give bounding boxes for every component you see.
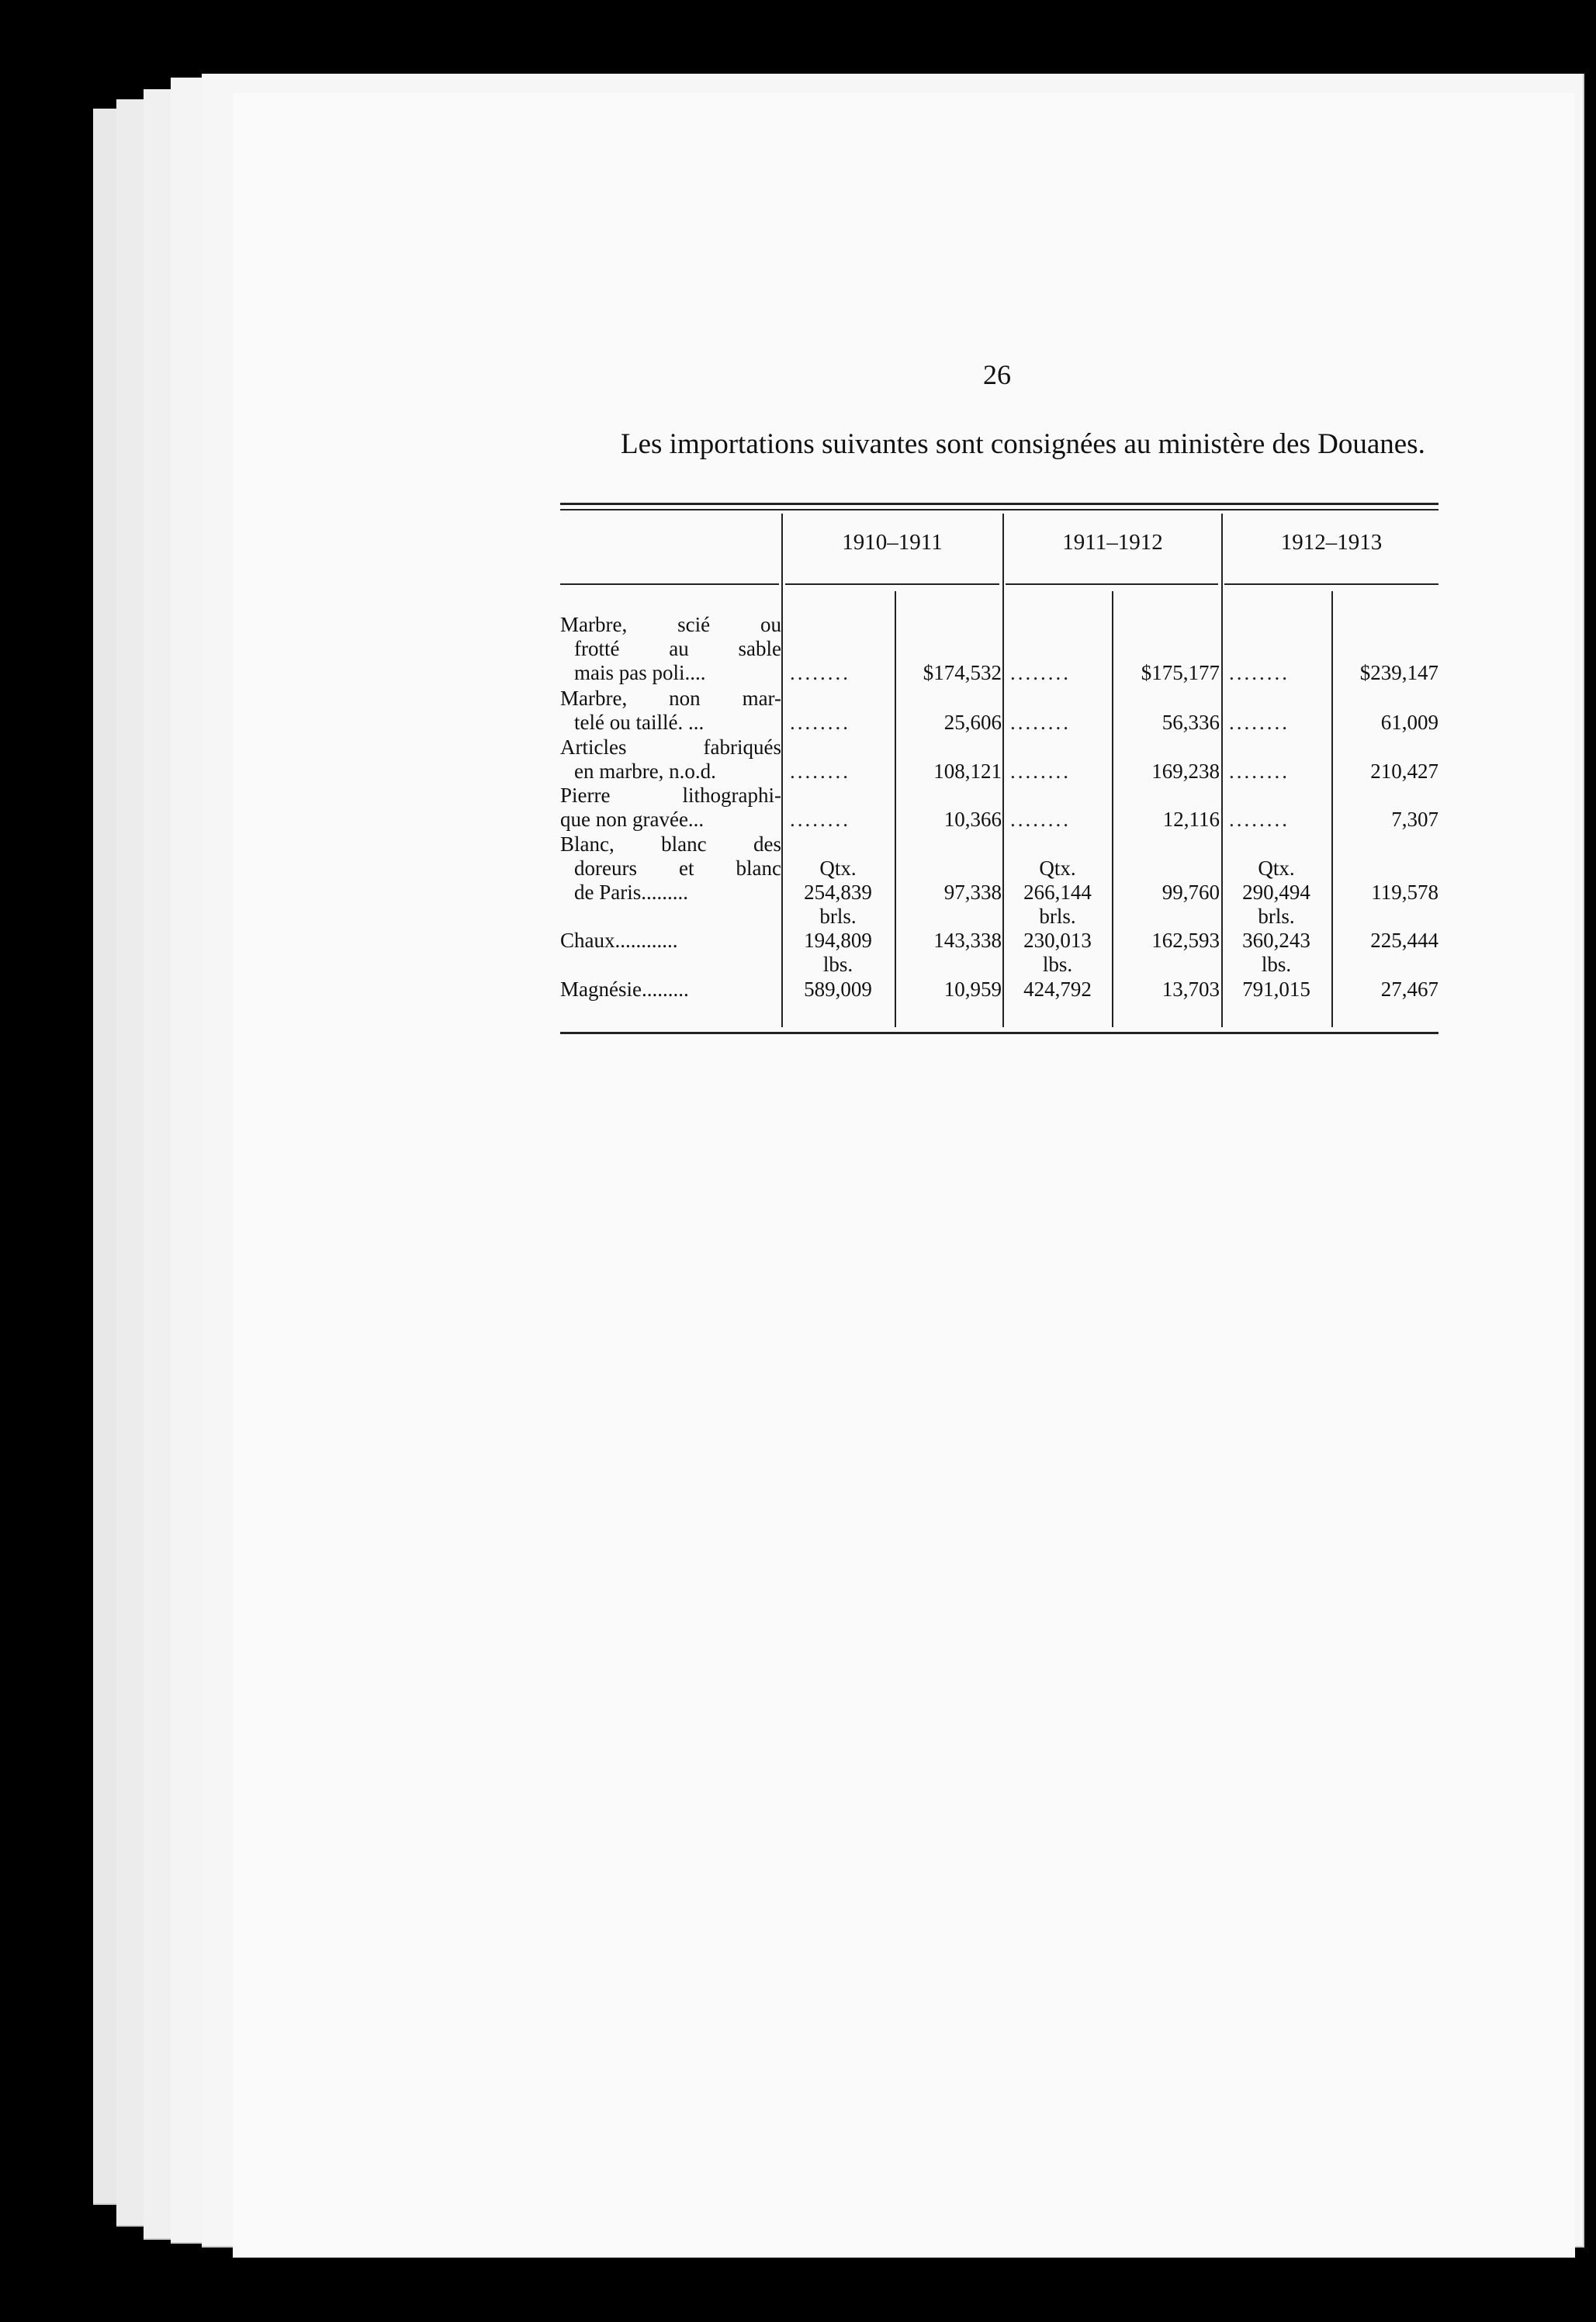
table-cell: ........: [1229, 808, 1290, 831]
row-label: [560, 687, 781, 735]
row-label-line: Marbre, scié ou: [560, 613, 781, 636]
row-label-line: Marbre, non mar-: [560, 687, 781, 710]
table-cell: 12,116: [1162, 808, 1220, 831]
row-label-line: doreurs et blanc: [574, 856, 781, 880]
column-divider: [895, 591, 896, 1027]
unit-label: brls.: [819, 905, 857, 928]
table-cell: 61,009: [1380, 711, 1438, 734]
table-cell: 13,703: [1162, 978, 1220, 1001]
row-label-line: Magnésie.........: [560, 978, 689, 1001]
table-bottom-rule: [560, 1032, 1438, 1034]
year-header: 1911–1912: [1062, 530, 1163, 555]
page-number: 26: [983, 359, 1011, 390]
table-cell: ........: [1010, 661, 1071, 684]
row-label-line: que non gravée...: [560, 808, 705, 831]
unit-label: lbs.: [1261, 953, 1292, 976]
table-cell: ........: [1229, 760, 1290, 783]
table-cell: 266,144: [1023, 881, 1092, 904]
unit-label: brls.: [1039, 905, 1076, 928]
table-cell: 424,792: [1023, 978, 1092, 1001]
table-cell: 194,809: [804, 929, 872, 952]
table-cell: 589,009: [804, 978, 872, 1001]
table-cell: 10,366: [943, 808, 1002, 831]
table-cell: 99,760: [1162, 881, 1220, 904]
table-cell: 791,015: [1242, 978, 1310, 1001]
row-label: [560, 929, 781, 953]
table-cell: $239,147: [1359, 661, 1438, 684]
table-cell: 97,338: [943, 881, 1002, 904]
table-cell: ........: [1010, 808, 1071, 831]
table-cell: 230,013: [1023, 929, 1092, 952]
year-header: 1912–1913: [1280, 530, 1383, 555]
row-label-line: en marbre, n.o.d.: [574, 760, 716, 783]
header-underline: [1006, 583, 1218, 585]
table-cell: ........: [1229, 661, 1290, 684]
table-cell: 162,593: [1151, 929, 1220, 952]
unit-label: Qtx.: [819, 856, 857, 880]
row-label-line: telé ou taillé. ...: [574, 711, 705, 734]
unit-label: Qtx.: [1039, 856, 1076, 880]
row-label-line: mais pas poli....: [574, 661, 706, 684]
row-label: [560, 832, 781, 905]
unit-label: lbs.: [822, 953, 853, 976]
table-cell: 360,243: [1242, 929, 1310, 952]
row-label: [560, 735, 781, 784]
table-top-rule-2: [560, 509, 1438, 510]
year-header: 1910–1911: [842, 530, 943, 555]
table-cell: $175,177: [1141, 661, 1220, 684]
table-cell: 7,307: [1391, 808, 1438, 831]
table-cell: $174,532: [923, 661, 1002, 684]
table-cell: 290,494: [1242, 881, 1310, 904]
table-cell: 254,839: [804, 881, 872, 904]
row-label: [560, 613, 781, 685]
table-cell: 27,467: [1380, 978, 1438, 1001]
row-label-line: Chaux............: [560, 929, 678, 952]
unit-label: Qtx.: [1258, 856, 1295, 880]
table-cell: ........: [790, 661, 850, 684]
table-top-rule: [560, 503, 1438, 505]
table-cell: 108,121: [933, 760, 1002, 783]
column-divider: [781, 514, 783, 1027]
row-label-line: Articles fabriqués: [560, 735, 781, 759]
row-label-line: de Paris.........: [574, 881, 688, 904]
table-cell: 119,578: [1371, 881, 1438, 904]
table-cell: ........: [1010, 760, 1071, 783]
table-cell: 25,606: [943, 711, 1002, 734]
row-label: [560, 784, 781, 832]
table-cell: 143,338: [933, 929, 1002, 952]
table-cell: ........: [790, 760, 850, 783]
intro-paragraph: Les importations suivantes sont consignées au ministère des Douanes.: [621, 428, 1425, 460]
table-cell: 169,238: [1151, 760, 1220, 783]
row-label: [560, 978, 781, 1002]
row-label-line: frotté au sable: [574, 637, 781, 660]
row-label-line: Blanc, blanc des: [560, 832, 781, 856]
row-label-line: Pierre lithographi-: [560, 784, 781, 807]
header-underline: [1224, 583, 1438, 585]
table-cell: 225,444: [1370, 929, 1438, 952]
table-cell: ........: [1010, 711, 1071, 734]
header-underline: [785, 583, 999, 585]
unit-label: brls.: [1258, 905, 1295, 928]
header-underline: [560, 583, 779, 585]
column-divider: [1112, 591, 1113, 1027]
table-cell: ........: [790, 808, 850, 831]
document-page: [233, 93, 1575, 2258]
table-cell: 10,959: [943, 978, 1002, 1001]
table-cell: ........: [790, 711, 850, 734]
unit-label: lbs.: [1042, 953, 1073, 976]
table-cell: ........: [1229, 711, 1290, 734]
table-cell: 56,336: [1162, 711, 1220, 734]
table-cell: 210,427: [1370, 760, 1438, 783]
